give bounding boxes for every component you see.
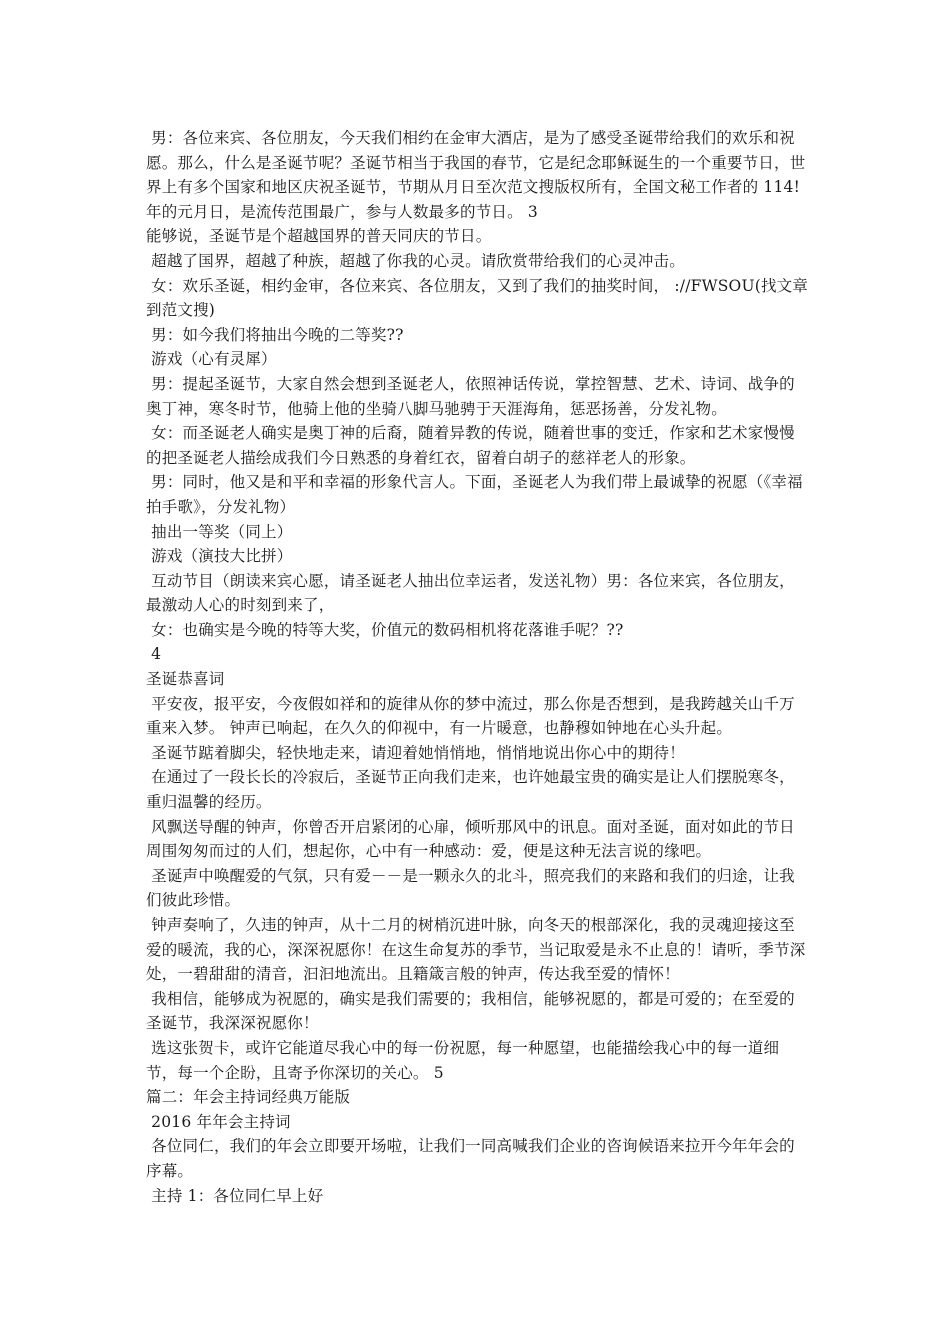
paragraph-female-lottery: 女：欢乐圣诞，相约金审，各位来宾、各位朋友，又到了我们的抽奖时间， ://FWSOU(找文章到范文搜) [146,276,809,320]
section-heading-greetings: 圣诞恭喜词 [146,670,225,689]
paragraph-colleagues-opening: 各位同仁，我们的年会立即要开场啦，让我们一同高喊我们企业的咨询候语来拉开今年年会的序幕。 [146,1137,795,1180]
paragraph-game-telepathy: 游戏（心有灵犀） [146,350,277,369]
paragraph-i-believe: 我相信，能够成为祝愿的，确实是我们需要的；我相信，能够祝愿的，都是可爱的；在至爱的圣诞节，我深深祝愿你！ [146,989,795,1033]
paragraph-north-star: 圣诞声中唤醒爱的气氛，只有爱－－是一颗永久的北斗，照亮我们的来路和我们的归途，让我们彼此珍惜。 [146,866,795,910]
paragraph-greeting-card: 选这张贺卡，或许它能道尽我心中的每一份祝愿，每一种愿望，也能描绘我心中的每一道细节，每一个企盼，且寄予你深切的关心。 5 [146,1038,780,1082]
paragraph-2016-script: 2016 年年会主持词 [146,1112,291,1131]
document-body [146,126,810,1208]
paragraph-interactive: 互动节目（朗读来宾心愿，请圣诞老人抽出位幸运者，发送礼物）男：各位来宾，各位朋友，最激动人心的时刻到来了， [146,571,795,615]
paragraph-host-1: 主持 1：各位同仁早上好 [146,1186,324,1205]
page-number-4: 4 [146,645,162,664]
paragraph-second-prize: 男：如今我们将抽出今晚的二等奖?? [146,325,404,344]
paragraph-tiptoe: 圣诞节踮着脚尖，轻快地走来，请迎着她悄悄地，悄悄地说出你心中的期待！ [146,743,685,762]
paragraph-first-prize: 抽出一等奖（同上） [146,522,293,541]
paragraph-santa-origin: 女：而圣诞老人确实是奥丁神的后裔，随着异教的传说，随着世事的变迁，作家和艺术家慢慢的把圣诞老人描绘成我们今日熟悉的身着红衣，留着白胡子的慈祥老人的形象。 [146,424,795,467]
paragraph-cold-winter: 在通过了一段长长的冷寂后，圣诞节正向我们走来，也许她最宝贵的确实是让人们摆脱寒冬，重归温馨的经历。 [146,768,795,812]
paragraph-beyond-borders: 超越了国界，超越了种族，超越了你我的心灵。请欣赏带给我们的心灵冲击。 [146,251,685,270]
paragraph-grand-prize: 女：也确实是今晚的特等大奖，价值元的数码相机将花落谁手呢？?? [146,620,624,639]
paragraph-silent-night: 平安夜，报平安，今夜假如祥和的旋律从你的梦中流过，那么你是否想到，是我跨越关山千万重来入梦。 钟声已响起，在久久的仰视中，有一片暖意，也静穆如钟地在心头升起。 [146,694,795,738]
paragraph-christmas-global: 能够说，圣诞节是个超越国界的普天同庆的节日。 [146,227,492,246]
section-heading-annual-meeting: 篇二：年会主持词经典万能版 [146,1088,351,1107]
paragraph-odin-legend: 男：提起圣诞节，大家自然会想到圣诞老人，依照神话传说，掌控智慧、艺术、诗词、战争的奥丁神，寒冬时节，他骑上他的坐骑八脚马驰骋于天涯海角，惩恶扬善，分发礼物。 [146,374,795,418]
paragraph-wind-bells: 风飘送导醒的钟声，你曾否开启紧闭的心扉，倾听那风中的讯息。面对圣诞，面对如此的节日周围匆匆而过的人们，想起你，心中有一种感动：爱，便是这种无法言说的缘吧。 [146,817,795,861]
paragraph-bells-ring: 钟声奏响了，久违的钟声，从十二月的树梢沉进叶脉，向冬天的根部深化，我的灵魂迎接这至爱的暖流，我的心，深深祝愿你！在这生命复苏的季节，当记取爱是永不止息的！请听，季节深处，一碧甜甜的清音，汩汩地流出。且籍箴言般的钟声，传达我至爱的情怀！ [146,916,806,984]
paragraph-opening-male: 男：各位来宾、各位朋友，今天我们相约在金审大酒店，是为了感受圣诞带给我们的欢乐和祝愿。那么，什么是圣诞节呢？圣诞节相当于我国的春节，它是纪念耶稣诞生的一个重要节日，世界上有多个国家和地区庆祝圣诞节，节期从月日至次范文搜版权所有，全国文秘工作者的 114!年的元月日，是流传范围最广，参与人数最多的节日。 3 [146,129,806,221]
paragraph-santa-blessing: 男：同时，他又是和平和幸福的形象代言人。下面，圣诞老人为我们带上最诚挚的祝愿（《幸福拍手歌》，分发礼物） [146,473,803,516]
paragraph-game-acting: 游戏（演技大比拼） [146,547,293,566]
